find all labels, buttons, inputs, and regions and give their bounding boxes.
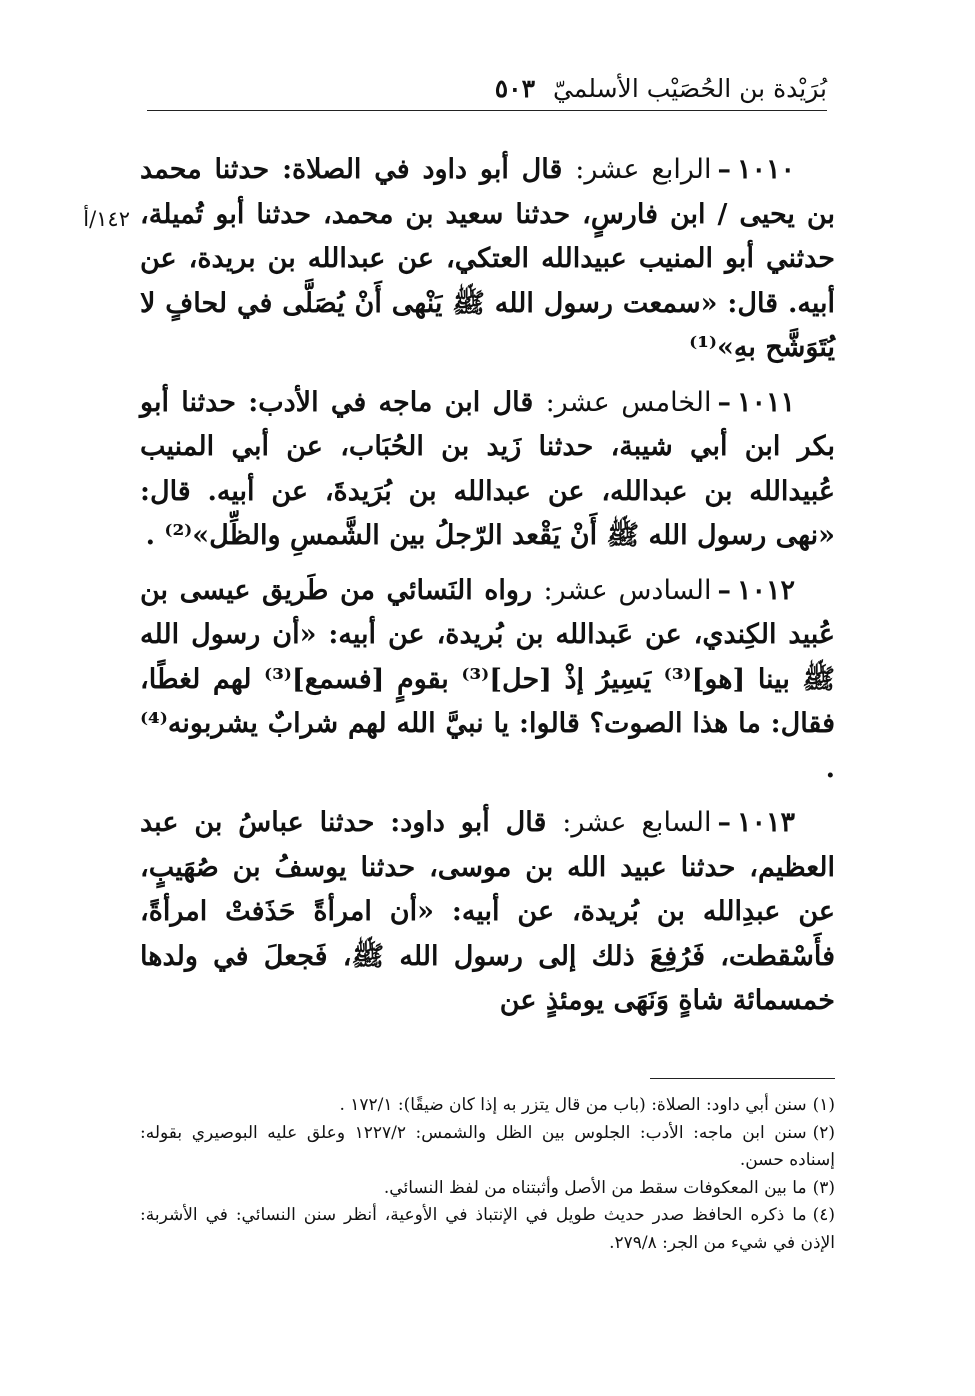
separator-dash: – (717, 386, 731, 418)
separator-dash: – (717, 807, 731, 838)
hadith-text: قال أبو داود في الصلاة: حدثنا محمد بن يحيى / ابن فارسٍ، حدثنا سعيد بن محمد، حدثنا أبو تُميلة، حدثني أبو المنيب عبيدالله العتكي، عن عبدالله بن بريدة، عن أبيه. قال: «سمعت رسول الله ﷺ يَنْهى أَنْ يُصَلَّى في لحافٍ لا يُتَوَشَّح بهِ»⁽¹⁾ (140, 154, 835, 363)
footnote-3 (140, 1175, 835, 1203)
footnote-4 (140, 1202, 835, 1257)
footnote-marker: (١) (812, 1095, 835, 1115)
hadith-number: ١٠١٠ (736, 154, 795, 185)
separator-dash: – (717, 574, 731, 606)
hadith-ordinal-label: السادس عشر: (543, 574, 712, 606)
margin-folio-reference: ١٤٢/أ (83, 207, 130, 231)
hadith-number: ١٠١٢ (736, 574, 795, 606)
footnote-marker: (٤) (812, 1205, 835, 1225)
footnote-1 (140, 1092, 835, 1120)
footnote-2 (140, 1120, 835, 1175)
hadith-number: ١٠١٣ (736, 807, 795, 838)
footnote-text: سنن أبي داود: الصلاة: (باب من قال يتزر به إذا كان ضيقًا): ١٧٢/١ . (339, 1095, 807, 1115)
hadith-ordinal-label: السابع عشر: (562, 807, 712, 838)
running-head (147, 66, 827, 110)
footnote-marker: (٣) (812, 1177, 835, 1198)
hadith-text: قال ابن ماجه في الأدب: حدثنا أبو بكر ابن أبي شيبة، حدثنا زَيد بن الحُبَاب، عن أبي المنيب عُبيدالله بن عبدالله، عن عبدالله بن بُرَيدةَ، عن أبيه. قال: «نهى رسول الله ﷺ أَنْ يَقْعد الرّجلُ بين الشَّمسِ والظِّل»⁽²⁾ . (140, 386, 835, 551)
running-head-title: بُرَيْدة بن الحُصَيْب الأسلميّ (553, 73, 827, 103)
main-text (140, 148, 835, 1034)
footnote-text: ما ذكره الحافظ صدر حديث طويل في الإنتباذ في الأوعية، أنظر سنن النسائي: في الأشربة: الإذن في شيء من الجر: ٢٧٩/٨. (140, 1205, 835, 1253)
footnote-text: ما بين المعكوفات سقط من الأصل وأثبتناه من لفظ النسائي. (383, 1177, 807, 1198)
hadith-paragraph-1013 (140, 801, 835, 1024)
hadith-paragraph-1011 (140, 381, 835, 559)
hadith-ordinal-label: الخامس عشر: (545, 386, 712, 418)
page-number: ٥٠٣ (494, 73, 536, 103)
hadith-paragraph-1012 (140, 569, 835, 792)
footnote-text: سنن ابن ماجه: الأدب: الجلوس بين الظل والشمس: ١٢٢٧/٢ وعلق عليه البوصيري بقوله: إسناده حسن. (140, 1122, 835, 1170)
hadith-ordinal-label: الرابع عشر: (575, 154, 712, 185)
footnotes (140, 1092, 835, 1257)
header-rule (147, 110, 827, 111)
footnote-marker: (٢) (812, 1122, 835, 1143)
footnote-rule (650, 1078, 835, 1079)
separator-dash: – (717, 154, 731, 185)
hadith-paragraph-1010 (140, 148, 835, 371)
hadith-text: قال أبو داود: حدثنا عباسُ بن عبد العظيم، حدثنا عبيد الله بن موسى، حدثنا يوسفُ بن صُهَيبٍ، عن عبدِالله بن بُريدة، عن أبيه: «أن امرأةً حَذَفتْ امرأةً، فأَسْقطت، فَرُفِعَ ذلك إلى رسول الله ﷺ، فَجعلَ في ولدها خمسمائة شاةٍ وَنَهَى يومئذٍ عن (140, 807, 835, 1016)
hadith-text: رواه النَسائي من طَريق عيسى بن عُبيد الكِندي، عن عَبدالله بن بُريدة، عن أبيه: «أن رسول الله ﷺ بينا [هو]⁽³⁾ يَسِيرُ إذْ [حل]⁽³⁾ بقومٍ [فسمع]⁽³⁾ لهم لغطًا، فقال: ما هذا الصوت؟ قالوا: يا نبيَّ الله لهم شرابٌ يشربونه⁽⁴⁾ . (140, 574, 835, 784)
hadith-number: ١٠١١ (736, 386, 795, 418)
